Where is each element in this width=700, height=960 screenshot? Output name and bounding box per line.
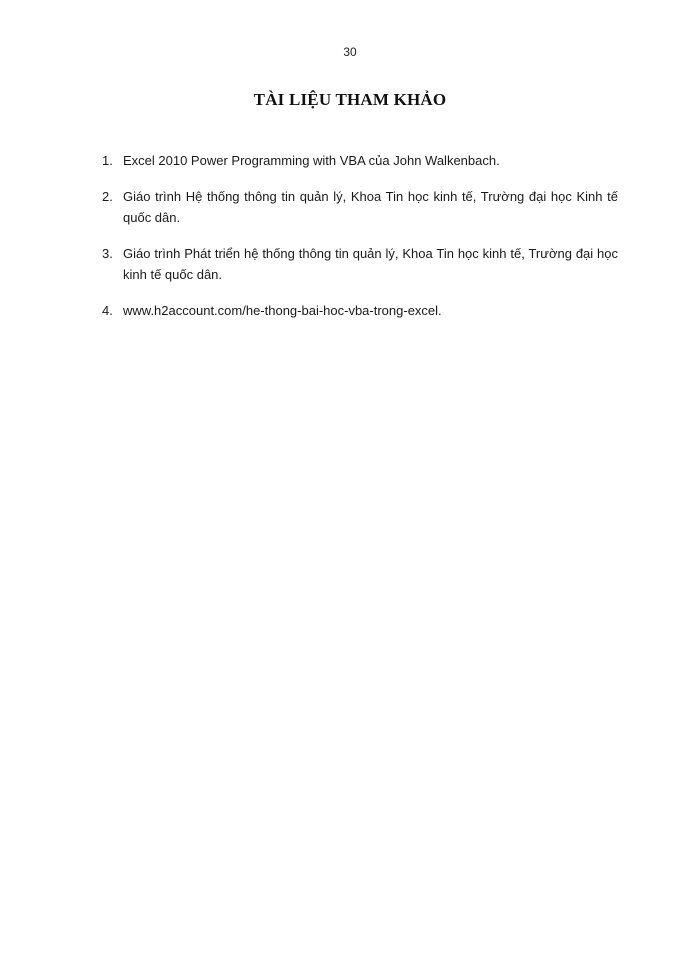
page-number: 30: [343, 45, 357, 59]
reference-item: [102, 150, 618, 171]
reference-text reference-link[interactable]: www.h2account.com/he-thong-bai-hoc-vba-trong-excel.: [123, 303, 442, 318]
reference-text: Giáo trình Hệ thống thông tin quản lý, Khoa Tin học kinh tế, Trường đại học Kinh tế quốc dân.: [123, 189, 618, 225]
reference-number: 4.: [102, 303, 113, 318]
reference-number: 3.: [102, 246, 113, 261]
reference-item: [102, 186, 618, 228]
reference-text: Excel 2010 Power Programming with VBA của John Walkenbach.: [123, 153, 500, 168]
reference-number: 2.: [102, 189, 113, 204]
reference-list: [102, 150, 618, 336]
reference-item: [102, 300, 618, 321]
reference-item: [102, 243, 618, 285]
reference-text: Giáo trình Phát triển hệ thống thông tin quản lý, Khoa Tin học kinh tế, Trường đại học kinh tế quốc dân.: [123, 246, 618, 282]
reference-number: 1.: [102, 153, 113, 168]
page-title: TÀI LIỆU THAM KHẢO: [253, 90, 447, 109]
